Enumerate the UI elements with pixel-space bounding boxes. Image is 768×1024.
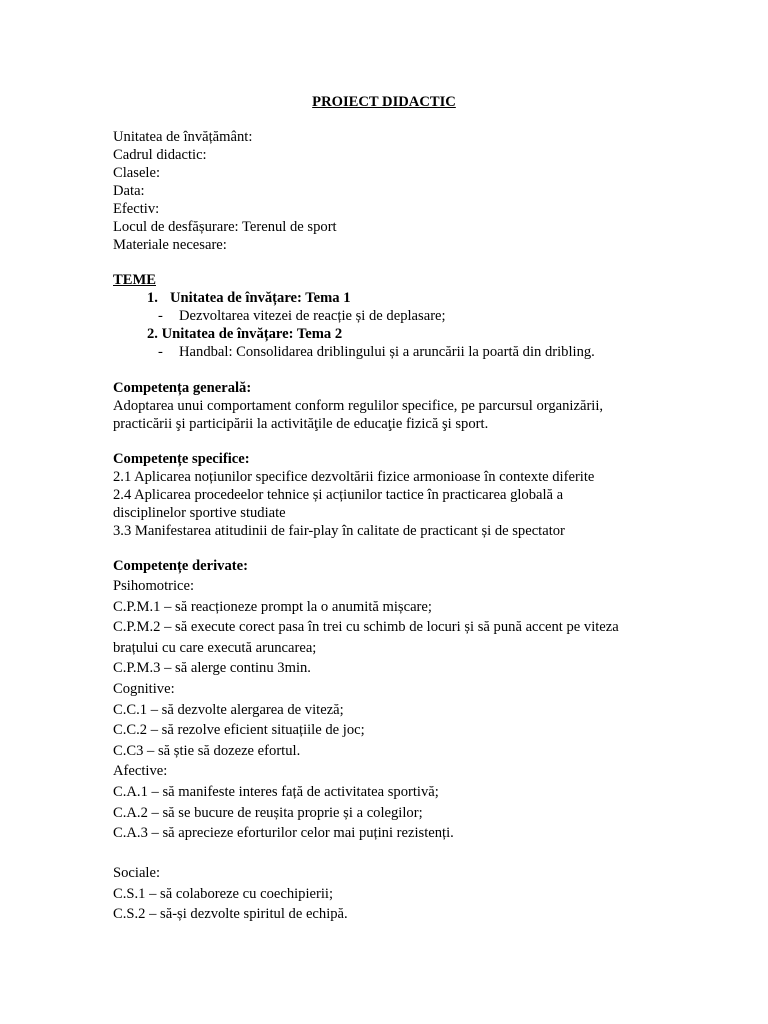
field-clasele: Clasele: (113, 165, 161, 181)
derivate-line: C.P.M.3 – să alerge continu 3min. (113, 660, 311, 677)
derivate-line: brațului cu care execută aruncarea; (113, 639, 317, 656)
teme-unit-2-item (113, 343, 653, 361)
field-data: Data: (113, 183, 145, 199)
sociale-line: C.S.1 – să colaboreze cu coechipierii; (113, 885, 334, 902)
derivate-line: C.A.1 – să manifeste interes față de activitatea sportivă; (113, 783, 439, 800)
derivate-line: C.C3 – să știe să dozeze efortul. (113, 742, 301, 759)
competenta-specifica-line: disciplinelor sportive studiate (113, 505, 286, 521)
teme-unit-1-dash: - (158, 308, 163, 324)
competente-sociale-list (113, 863, 653, 925)
header-fields (113, 128, 653, 254)
competente-derivate-heading-block (113, 557, 653, 575)
derivate-line: Afective: (113, 763, 168, 780)
derivate-line: C.C.2 – să rezolve eficient situațiile de joc; (113, 722, 365, 739)
field-efectiv: Efectiv: (113, 201, 160, 217)
teme-unit-1-item-text: Dezvoltarea vitezei de reacție și de deplasare; (179, 308, 446, 324)
derivate-line: Cognitive: (113, 680, 175, 697)
competenta-generala-section (113, 379, 653, 433)
competenta-generala-line: practicării şi participării la activităţile de educaţie fizică şi sport. (113, 416, 489, 432)
field-cadrul-didactic: Cadrul didactic: (113, 147, 207, 163)
teme-section (113, 271, 653, 361)
teme-unit-2: 2. Unitatea de învățare: Tema 2 (147, 326, 343, 342)
field-unitatea: Unitatea de învățământ: (113, 129, 253, 145)
derivate-line: C.A.2 – să se bucure de reușita proprie și a colegilor; (113, 804, 423, 821)
teme-unit-1-number: 1. (147, 290, 158, 306)
competenta-generala-heading: Competența generală: (113, 380, 252, 396)
competenta-specifica-line: 2.1 Aplicarea noțiunilor specifice dezvoltării fizice armonioase în contexte diferite (113, 469, 595, 485)
field-locul: Locul de desfășurare: Terenul de sport (113, 219, 337, 235)
field-materiale: Materiale necesare: (113, 237, 227, 253)
derivate-line: C.P.M.2 – să execute corect pasa în trei cu schimb de locuri și să pună accent pe viteza (113, 619, 619, 636)
derivate-line: C.C.1 – să dezvolte alergarea de viteză; (113, 701, 344, 718)
derivate-line: C.P.M.1 – să reacționeze prompt la o anumită mișcare; (113, 598, 432, 615)
teme-heading: TEME (113, 272, 156, 288)
sociale-line: C.S.2 – să-și dezvolte spiritul de echipă. (113, 906, 348, 923)
competente-specifice-section (113, 450, 653, 540)
teme-unit-1 (113, 289, 653, 307)
document-title: PROIECT DIDACTIC (312, 94, 456, 110)
competenta-specifica-line: 3.3 Manifestarea atitudinii de fair-play în calitate de practicant și de spectator (113, 523, 565, 539)
competenta-specifica-line: 2.4 Aplicarea procedeelor tehnice și acțiunilor tactice în practicarea globală a (113, 487, 564, 503)
competenta-generala-line: Adoptarea unui comportament conform regulilor specifice, pe parcursul organizării, (113, 398, 604, 414)
teme-unit-2-dash: - (158, 344, 163, 360)
teme-unit-1-label: Unitatea de învățare: Tema 1 (170, 290, 351, 306)
teme-unit-2-item-text: Handbal: Consolidarea driblingului și a aruncării la poartă din dribling. (179, 344, 595, 360)
competente-derivate-list (113, 576, 653, 844)
derivate-line: C.A.3 – să aprecieze eforturilor celor mai puțini rezistenți. (113, 825, 454, 842)
teme-unit-1-item (113, 307, 653, 325)
competente-derivate-heading: Competențe derivate: (113, 558, 248, 574)
competente-specifice-heading: Competențe specifice: (113, 451, 250, 467)
derivate-line: Psihomotrice: (113, 578, 195, 594)
sociale-line: Sociale: (113, 865, 161, 881)
